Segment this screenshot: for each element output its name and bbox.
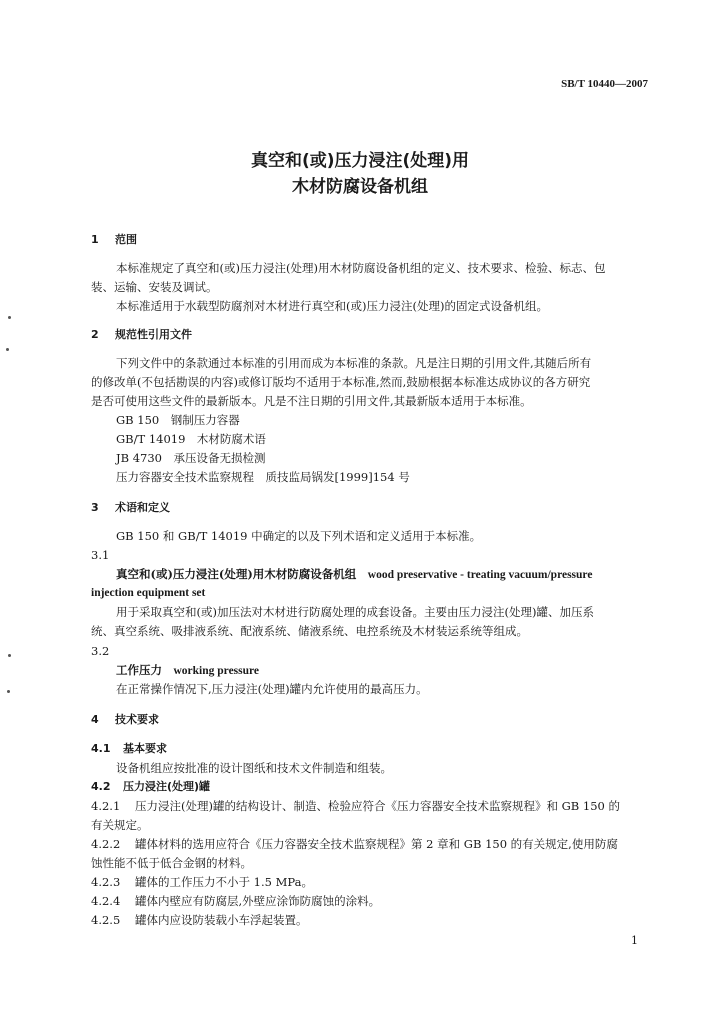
section-2-para-c: 是否可使用这些文件的最新版本。凡是不注日期的引用文件,其最新版本适用于本标准。 bbox=[91, 394, 532, 408]
clause-4-2-heading: 4.2 压力浸注(处理)罐 bbox=[91, 780, 211, 793]
scan-speck bbox=[6, 348, 9, 351]
clause-4-1-heading: 4.1 基本要求 bbox=[91, 742, 167, 755]
section-2-para-a: 下列文件中的条款通过本标准的引用而成为本标准的条款。凡是注日期的引用文件,其随后所有 bbox=[116, 356, 592, 370]
section-2-para-b: 的修改单(不包括勘误的内容)或修订版均不适用于本标准,然而,鼓励根据本标准达成协议的各方研究 bbox=[91, 375, 591, 389]
clause-4-2-1: 4.2.1 压力浸注(处理)罐的结构设计、制造、检验应符合《压力容器安全技术监察规程》和 GB 150 的 bbox=[91, 799, 621, 813]
definition-3-1a: 用于采取真空和(或)加压法对木材进行防腐处理的成套设备。主要由压力浸注(处理)罐、加压系 bbox=[116, 605, 594, 619]
term-3-1: 真空和(或)压力浸注(处理)用木材防腐设备机组 wood preservative - treating vacuum/pressure bbox=[116, 567, 593, 581]
page-number: 1 bbox=[631, 934, 638, 947]
section-1-para-1b: 装、运输、安装及调试。 bbox=[91, 280, 218, 294]
clause-4-2-1-cont: 有关规定。 bbox=[91, 818, 149, 832]
clause-3-2-number: 3.2 bbox=[91, 644, 110, 658]
section-2-heading: 2 规范性引用文件 bbox=[91, 328, 192, 341]
section-1-para-2: 本标准适用于水载型防腐剂对木材进行真空和(或)压力浸注(处理)的固定式设备机组。 bbox=[116, 299, 548, 313]
scan-speck bbox=[8, 316, 11, 319]
standard-code: SB/T 10440—2007 bbox=[561, 78, 648, 90]
section-1-heading: 1 范围 bbox=[91, 233, 137, 246]
section-3-heading: 3 术语和定义 bbox=[91, 501, 170, 514]
definition-3-1b: 统、真空系统、吸排液系统、配液系统、储液系统、电控系统及木材装运系统等组成。 bbox=[91, 624, 528, 638]
reference-item: GB/T 14019 木材防腐术语 bbox=[116, 432, 266, 446]
clause-4-2-2: 4.2.2 罐体材料的选用应符合《压力容器安全技术监察规程》第 2 章和 GB 150 的有关规定,使用防腐 bbox=[91, 837, 618, 851]
title-line-1: 真空和(或)压力浸注(处理)用 bbox=[250, 151, 470, 171]
clause-3-1-number: 3.1 bbox=[91, 548, 110, 562]
clause-4-2-4: 4.2.4 罐体内壁应有防腐层,外壁应涂饰防腐蚀的涂料。 bbox=[91, 894, 381, 908]
title-line-2: 木材防腐设备机组 bbox=[292, 177, 428, 197]
reference-item: GB 150 钢制压力容器 bbox=[116, 413, 240, 427]
definition-3-2: 在正常操作情况下,压力浸注(处理)罐内允许使用的最高压力。 bbox=[116, 682, 428, 696]
term-3-1-en-cont: injection equipment set bbox=[91, 587, 206, 599]
section-4-heading: 4 技术要求 bbox=[91, 713, 159, 726]
scan-speck bbox=[8, 654, 11, 657]
clause-4-2-3: 4.2.3 罐体的工作压力不小于 1.5 MPa。 bbox=[91, 875, 313, 889]
clause-4-1-text: 设备机组应按批准的设计图纸和技术文件制造和组装。 bbox=[116, 761, 392, 775]
clause-4-2-5: 4.2.5 罐体内应设防装载小车浮起装置。 bbox=[91, 913, 308, 927]
reference-item: JB 4730 承压设备无损检测 bbox=[116, 451, 266, 465]
clause-4-2-2-cont: 蚀性能不低于低合金钢的材料。 bbox=[91, 856, 252, 870]
reference-item: 压力容器安全技术监察规程 质技监局锅发[1999]154 号 bbox=[116, 470, 410, 484]
scan-speck bbox=[7, 690, 10, 693]
term-3-2: 工作压力 working pressure bbox=[116, 663, 260, 677]
section-1-para-1a: 本标准规定了真空和(或)压力浸注(处理)用木材防腐设备机组的定义、技术要求、检验、标志、包 bbox=[116, 261, 606, 275]
section-3-para: GB 150 和 GB/T 14019 中确定的以及下列术语和定义适用于本标准。 bbox=[116, 529, 482, 543]
